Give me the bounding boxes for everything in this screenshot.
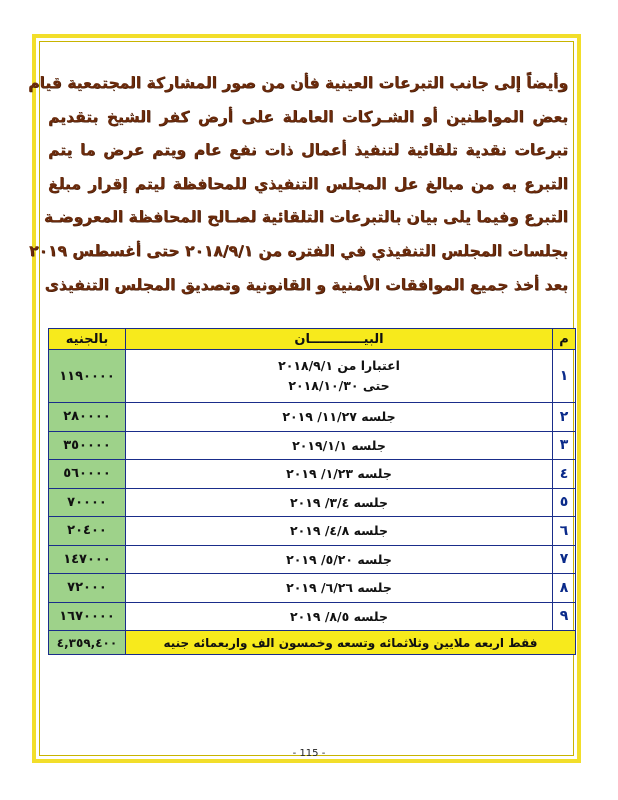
total-amount: ٤,٣٥٩,٤٠٠	[49, 631, 126, 655]
row-amount: ٢٠٤٠٠	[49, 517, 126, 546]
row-amount: ٢٨٠٠٠٠	[49, 403, 126, 432]
row-description	[126, 350, 553, 403]
row-num: ٨	[553, 574, 576, 603]
table-row	[49, 602, 576, 631]
paragraph-line: تبرعات نقدية تلقائية لتنفيذ أعمال ذات نفع عام ويتم عرض ما يتم	[48, 141, 568, 160]
table-row	[49, 460, 576, 489]
table-row	[49, 350, 576, 403]
row-description: جلسه ٨/٥/ ٢٠١٩	[126, 602, 553, 631]
row-num: ٩	[553, 602, 576, 631]
row-amount: ٧٢٠٠٠	[49, 574, 126, 603]
row-amount: ١١٩٠٠٠٠	[49, 350, 126, 403]
table-row	[49, 488, 576, 517]
row-description-line: حتى ٢٠١٨/١٠/٣٠	[288, 378, 390, 393]
row-description: جلسه ٦/٢٦/ ٢٠١٩	[126, 574, 553, 603]
row-num: ٦	[553, 517, 576, 546]
row-description: جلسه ١/٢٣/ ٢٠١٩	[126, 460, 553, 489]
header-description: البيــــــــــــان	[126, 329, 553, 350]
row-description-line: اعتبارا من ٢٠١٨/٩/١	[278, 358, 400, 373]
row-num: ٣	[553, 431, 576, 460]
table-row	[49, 574, 576, 603]
row-num: ١	[553, 350, 576, 403]
row-num: ٢	[553, 403, 576, 432]
donations-table	[48, 328, 576, 655]
row-amount: ١٦٧٠٠٠٠	[49, 602, 126, 631]
table-total-row	[49, 631, 576, 655]
row-description: جلسه ٢٠١٩/١/١	[126, 431, 553, 460]
table-row	[49, 431, 576, 460]
paragraph-line: بعد أخذ جميع الموافقات الأمنية و القانونية وتصديق المجلس التنفيذى	[44, 275, 568, 294]
table-row	[49, 545, 576, 574]
row-amount: ٣٥٠٠٠٠	[49, 431, 126, 460]
row-num: ٧	[553, 545, 576, 574]
paragraph-line: التبرع به من مبالغ عل المجلس التنفيذي للمحافظة ليتم إقرار مبلغ	[48, 174, 568, 193]
table-row	[49, 517, 576, 546]
row-num: ٥	[553, 488, 576, 517]
page-number: - 115 -	[292, 748, 326, 759]
table-row	[49, 403, 576, 432]
paragraph-line: بعض المواطنين أو الشـركات العاملة على أرض كفر الشيخ بتقديم	[48, 107, 568, 126]
paragraph-line: بجلسات المجلس التنفيذي في الفتره من ٢٠١٨/٩/١ حتى أغسطس ٢٠١٩	[28, 241, 568, 260]
paragraph-line: وأيضاً إلى جانب التبرعات العينية فأن من صور المشاركة المجتمعية قيام	[28, 74, 568, 92]
row-description: جلسه ٣/٤/ ٢٠١٩	[126, 488, 553, 517]
row-description: جلسه ٤/٨/ ٢٠١٩	[126, 517, 553, 546]
table-header-row	[49, 329, 576, 350]
total-text: فقط اربعه ملايين وثلاثمائه وتسعه وخمسون الف واربعمائه جنيه	[126, 631, 576, 655]
row-amount: ١٤٧٠٠٠	[49, 545, 126, 574]
paragraph-line: التبرع وفيما يلى بيان بالتبرعات التلقائية لصـالح المحافظة المعروضـة	[43, 208, 568, 227]
row-amount: ٧٠٠٠٠	[49, 488, 126, 517]
row-amount: ٥٦٠٠٠٠	[49, 460, 126, 489]
row-description: جلسه ١١/٢٧/ ٢٠١٩	[126, 403, 553, 432]
row-num: ٤	[553, 460, 576, 489]
header-amount: بالجنيه	[49, 329, 126, 350]
header-num: م	[553, 329, 576, 350]
intro-paragraph	[28, 67, 568, 302]
row-description: جلسه ٥/٢٠/ ٢٠١٩	[126, 545, 553, 574]
